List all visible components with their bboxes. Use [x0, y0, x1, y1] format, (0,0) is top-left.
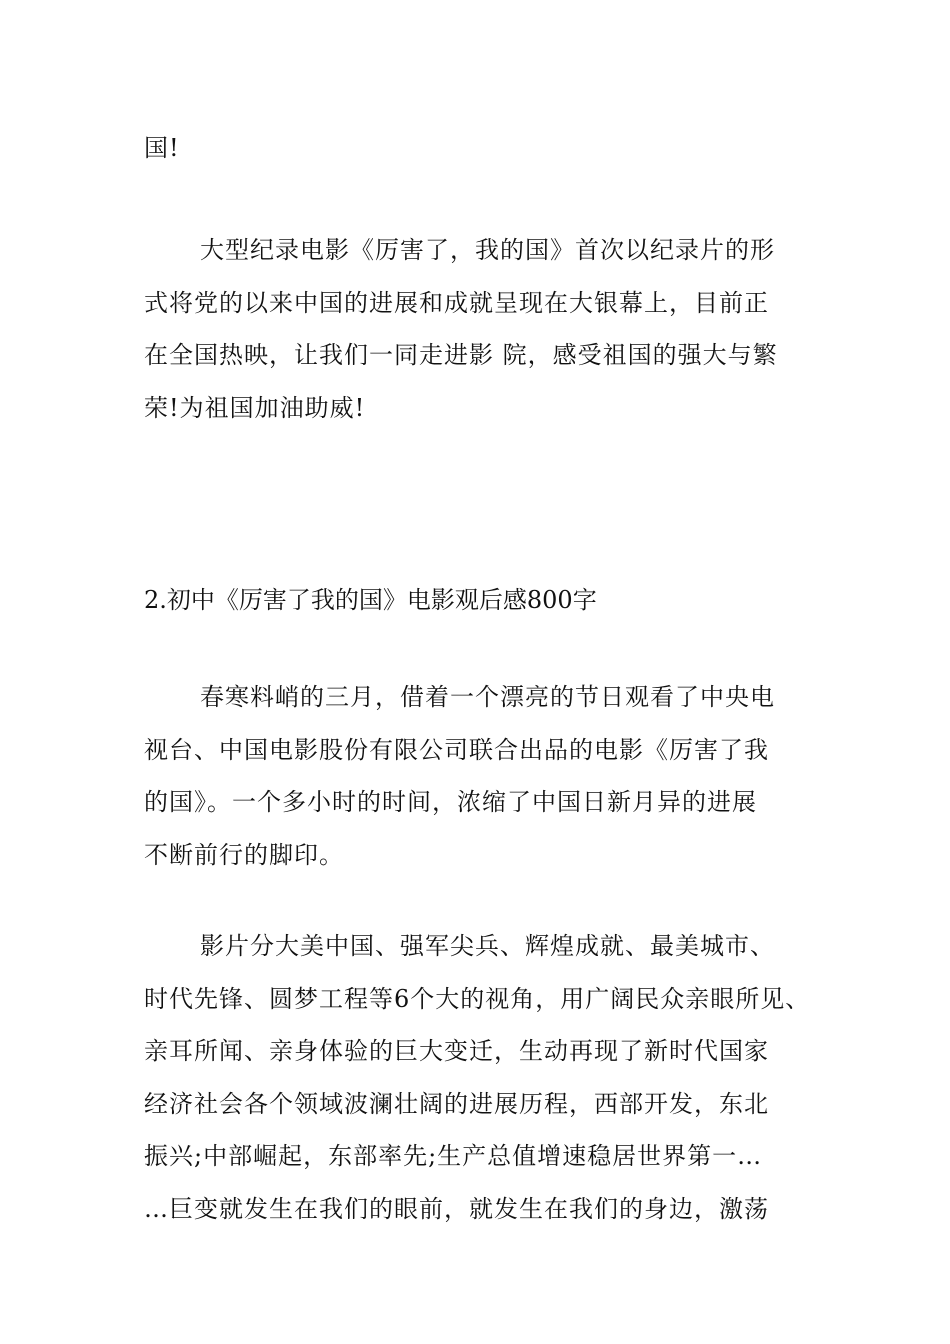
paragraph-line: 视台、中国电影股份有限公司联合出品的电影《厉害了我 — [144, 735, 769, 764]
paragraph-line: …巨变就发生在我们的眼前，就发生在我们的身边，激荡 — [144, 1194, 769, 1223]
paragraph-line: 国! — [144, 134, 180, 162]
paragraph-line: 亲耳所闻、亲身体验的巨大变迁，生动再现了新时代国家 — [144, 1037, 769, 1065]
section-heading: 2.初中《厉害了我的国》电影观后感800字 — [144, 586, 597, 614]
paragraph-line: 的国》。一个多小时的时间，浓缩了中国日新月异的进展 — [144, 788, 757, 816]
paragraph-line: 大型纪录电影《厉害了，我的国》首次以纪录片的形 — [200, 236, 775, 264]
paragraph-line: 春寒料峭的三月，借着一个漂亮的节日观看了中央电 — [200, 683, 775, 711]
paragraph-1 — [144, 224, 844, 434]
paragraph-line: 式将党的以来中国的进展和成就呈现在大银幕上，目前正 — [144, 288, 769, 317]
paragraph-3 — [144, 920, 844, 1235]
fragment-top — [144, 122, 844, 175]
paragraph-line: 时代先锋、圆梦工程等6个大的视角，用广阔民众亲眼所见、 — [144, 984, 811, 1013]
paragraph-2 — [144, 671, 844, 881]
paragraph-line: 影片分大美中国、强军尖兵、辉煌成就、最美城市、 — [200, 932, 775, 960]
paragraph-line: 在全国热映，让我们一同走进影 院，感受祖国的强大与繁 — [144, 341, 778, 369]
paragraph-line: 振兴;中部崛起，东部率先;生产总值增速稳居世界第一… — [144, 1142, 763, 1170]
paragraph-line: 经济社会各个领域波澜壮阔的进展历程，西部开发，东北 — [144, 1089, 769, 1118]
paragraph-line: 荣!为祖国加油助威! — [144, 393, 366, 422]
paragraph-line: 不断前行的脚印。 — [144, 840, 344, 869]
